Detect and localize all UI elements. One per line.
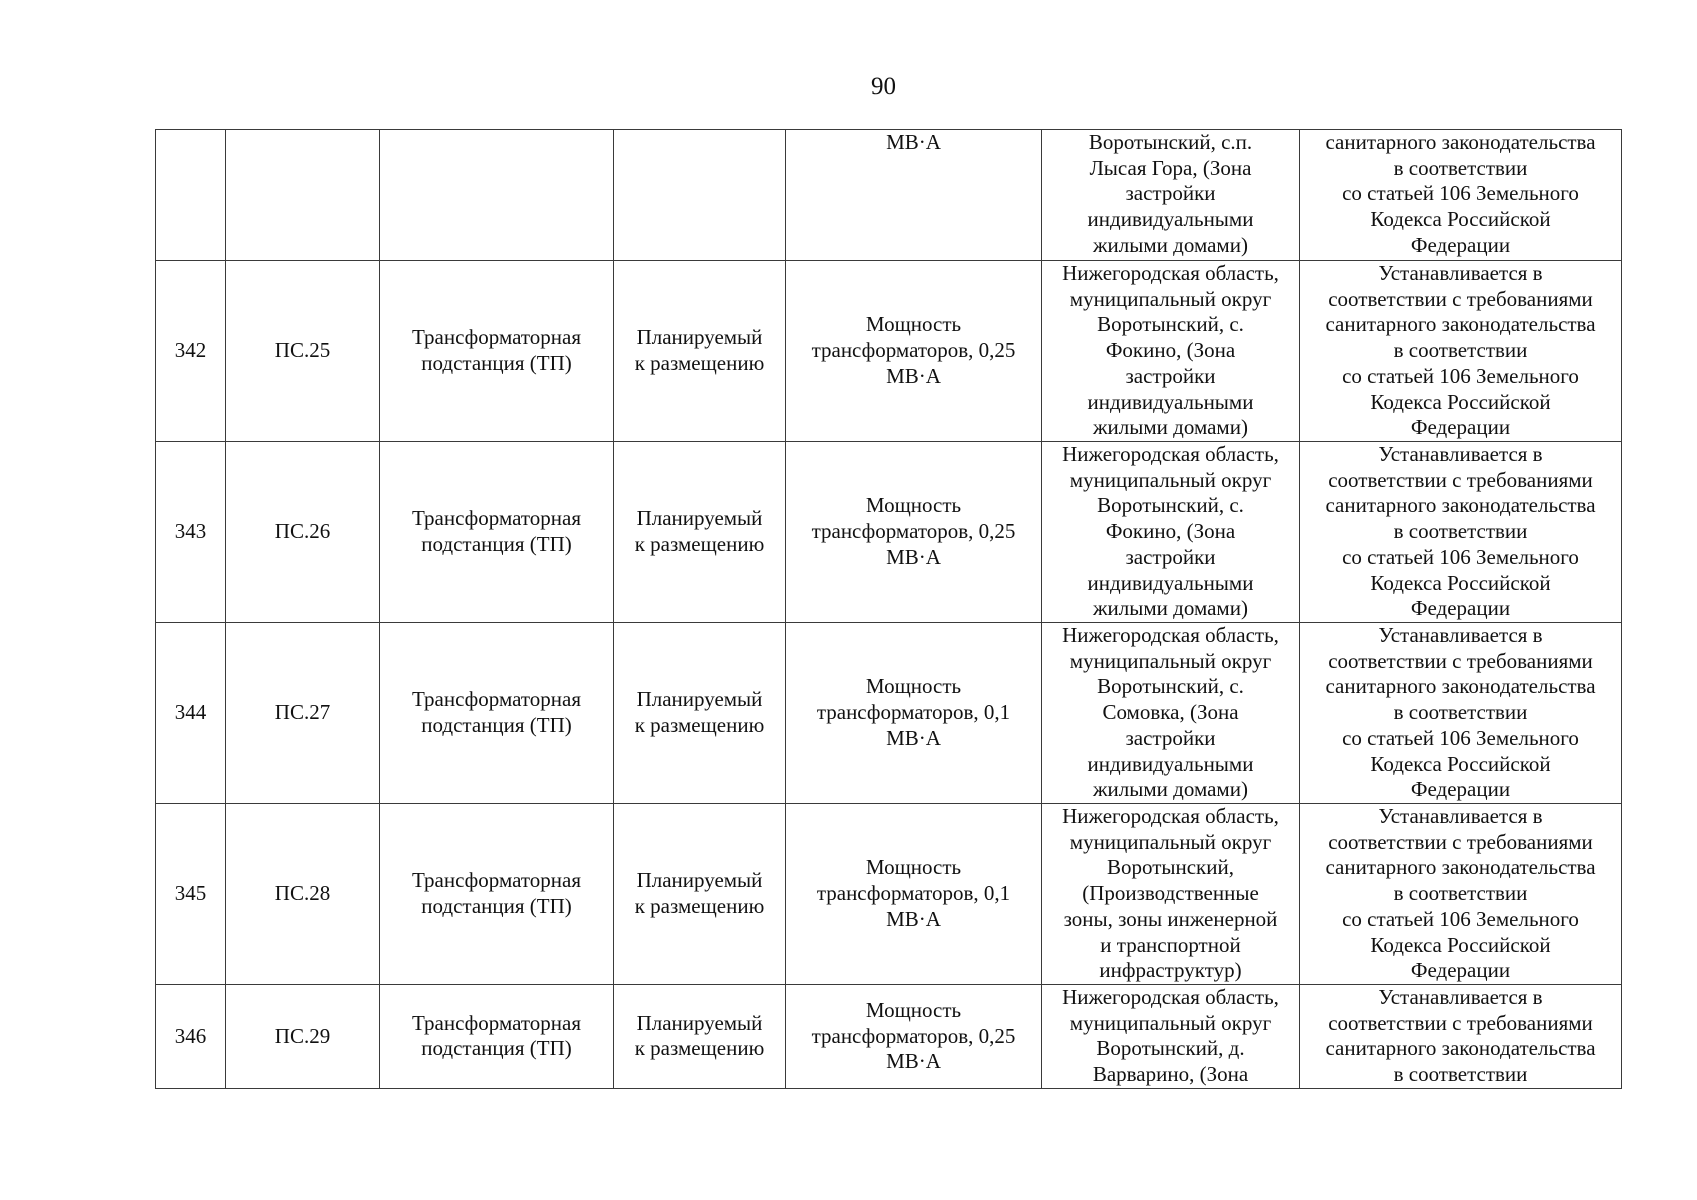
object-code: ПС.26: [274, 519, 331, 544]
location-cell: [1042, 261, 1300, 442]
row-number-cell: [156, 985, 226, 1089]
table-row: [156, 804, 1622, 985]
zone-text: Устанавливается в соответствии с требованиями санитарного законодательства в соответствии: [1325, 985, 1596, 1087]
capacity-cell: [786, 804, 1042, 985]
row-number: 344: [174, 700, 207, 725]
object-name: Трансформаторная подстанция (ТП): [412, 687, 581, 737]
object-status: Планируемый к размещению: [634, 868, 765, 918]
zone-cell: [1300, 985, 1622, 1089]
zone-text: Устанавливается в соответствии с требованиями санитарного законодательства в соответствии со статьей 106 Земельного Кодекса Российской Федерации: [1325, 804, 1596, 983]
object-name: Трансформаторная подстанция (ТП): [412, 868, 581, 918]
capacity-text: МВ·А: [886, 130, 941, 154]
capacity-text: Мощность трансформаторов, 0,1 МВ·А: [816, 674, 1011, 750]
location-text: Нижегородская область, муниципальный округ Воротынский, с. Фокино, (Зона застройки индивидуальными жилыми домами): [1062, 261, 1279, 440]
zone-cell: [1300, 804, 1622, 985]
capacity-cell: [786, 261, 1042, 442]
location-cell: [1042, 804, 1300, 985]
object-code-cell: [226, 261, 380, 442]
location-text: Воротынский, с.п. Лысая Гора, (Зона застройки индивидуальными жилыми домами): [1087, 130, 1254, 257]
object-code-cell: [226, 442, 380, 623]
row-number: 346: [174, 1023, 207, 1048]
capacity-cell: [786, 442, 1042, 623]
table-row: [156, 261, 1622, 442]
table-row: [156, 130, 1622, 261]
capacity-cell: [786, 130, 1042, 261]
object-code: ПС.29: [274, 1023, 331, 1048]
location-text: Нижегородская область, муниципальный округ Воротынский, (Производственные зоны, зоны инженерной и транспортной инфраструктур): [1062, 804, 1279, 983]
capacity-text: Мощность трансформаторов, 0,25 МВ·А: [811, 493, 1016, 569]
zone-text: Устанавливается в соответствии с требованиями санитарного законодательства в соответствии со статьей 106 Земельного Кодекса Российской Федерации: [1325, 623, 1596, 802]
table-row: [156, 442, 1622, 623]
status-cell: [614, 985, 786, 1089]
status-cell: [614, 442, 786, 623]
capacity-text: Мощность трансформаторов, 0,25 МВ·А: [811, 997, 1016, 1074]
object-name: Трансформаторная подстанция (ТП): [412, 325, 581, 375]
capacity-cell: [786, 985, 1042, 1089]
status-cell: [614, 130, 786, 261]
location-cell: [1042, 985, 1300, 1089]
location-text: Нижегородская область, муниципальный округ Воротынский, с. Сомовка, (Зона застройки индивидуальными жилыми домами): [1062, 623, 1279, 802]
row-number-cell: [156, 442, 226, 623]
zone-cell: [1300, 442, 1622, 623]
zone-cell: [1300, 623, 1622, 804]
object-code-cell: [226, 985, 380, 1089]
location-cell: [1042, 442, 1300, 623]
row-number: 343: [174, 519, 207, 544]
status-cell: [614, 804, 786, 985]
object-name-cell: [380, 261, 614, 442]
zone-cell: [1300, 130, 1622, 261]
object-name-cell: [380, 130, 614, 261]
object-status: Планируемый к размещению: [634, 1010, 765, 1061]
row-number-cell: [156, 623, 226, 804]
object-code: ПС.27: [274, 700, 331, 725]
zone-text: санитарного законодательства в соответствии со статьей 106 Земельного Кодекса Российской Федерации: [1325, 130, 1596, 257]
zone-text: Устанавливается в соответствии с требованиями санитарного законодательства в соответствии со статьей 106 Земельного Кодекса Российской Федерации: [1325, 442, 1596, 621]
object-name-cell: [380, 442, 614, 623]
table-row: [156, 623, 1622, 804]
object-code: ПС.25: [274, 338, 331, 363]
object-status: Планируемый к размещению: [634, 687, 765, 737]
table-row: [156, 985, 1622, 1089]
object-status: Планируемый к размещению: [634, 506, 765, 556]
object-name: Трансформаторная подстанция (ТП): [412, 506, 581, 556]
row-number: 342: [174, 338, 207, 363]
capacity-text: Мощность трансформаторов, 0,1 МВ·А: [816, 855, 1011, 931]
capacity-text: Мощность трансформаторов, 0,25 МВ·А: [811, 312, 1016, 388]
row-number: 345: [174, 881, 207, 906]
row-number-cell: [156, 261, 226, 442]
status-cell: [614, 261, 786, 442]
location-text: Нижегородская область, муниципальный округ Воротынский, с. Фокино, (Зона застройки индивидуальными жилыми домами): [1062, 442, 1279, 621]
status-cell: [614, 623, 786, 804]
object-name-cell: [380, 804, 614, 985]
object-status: Планируемый к размещению: [634, 325, 765, 375]
page-number: 90: [871, 73, 896, 100]
row-number-cell: [156, 130, 226, 261]
object-code-cell: [226, 130, 380, 261]
row-number-cell: [156, 804, 226, 985]
infrastructure-table: [155, 129, 1622, 1089]
zone-text: Устанавливается в соответствии с требованиями санитарного законодательства в соответствии со статьей 106 Земельного Кодекса Российской Федерации: [1325, 261, 1596, 440]
capacity-cell: [786, 623, 1042, 804]
location-cell: [1042, 130, 1300, 261]
object-code: ПС.28: [274, 881, 331, 906]
object-name-cell: [380, 623, 614, 804]
object-code-cell: [226, 623, 380, 804]
zone-cell: [1300, 261, 1622, 442]
location-text: Нижегородская область, муниципальный округ Воротынский, д. Варварино, (Зона: [1062, 985, 1279, 1087]
object-name-cell: [380, 985, 614, 1089]
location-cell: [1042, 623, 1300, 804]
object-name: Трансформаторная подстанция (ТП): [412, 1010, 581, 1061]
object-code-cell: [226, 804, 380, 985]
